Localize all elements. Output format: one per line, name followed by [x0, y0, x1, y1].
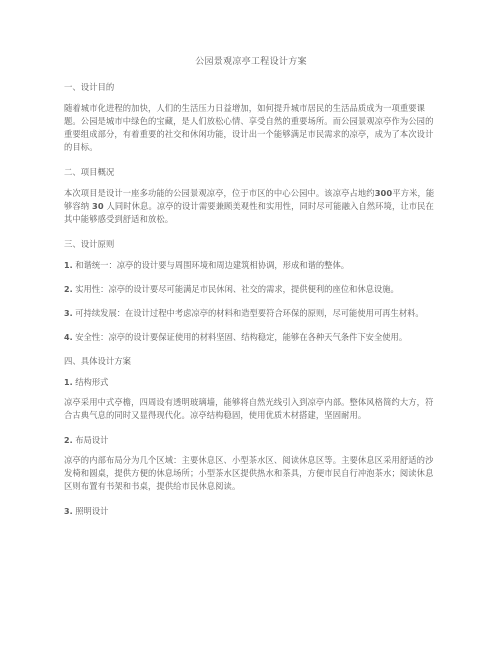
overview-area-number: 300	[374, 188, 393, 198]
overview-capacity-number: 30	[91, 201, 104, 211]
principle-text: 和谐统一：凉亭的设计要与周围环境和周边建筑相协调，形成和谐的整体。	[75, 260, 350, 270]
section-heading-principles: 三、设计原则	[64, 239, 115, 249]
subsection-title: 照明设计	[75, 506, 109, 516]
structure-paragraph: 凉亭采用中式亭檐，四周设有透明玻璃墙，能够将自然光线引入到凉亭内部。整体风格简约大方，符合古典气息的同时又显得现代化。凉亭结构稳固，使用优质木材搭建，坚固耐用。	[64, 397, 434, 420]
subsection-title: 结构形式	[75, 377, 109, 387]
principle-item	[64, 307, 438, 320]
principle-text: 实用性：凉亭的设计要尽可能满足市民休闲、社交的需求，提供便利的座位和休息设施。	[75, 284, 399, 294]
layout-paragraph: 凉亭的内部布局分为几个区域：主要休息区、小型茶水区、阅读休息区等。主要休息区采用舒适的沙发椅和圆桌，提供方便的休息场所；小型茶水区提供热水和茶具，方便市民自行冲泡茶水；阅读休息区则布置有书架和书桌，提供给市民休息阅读。	[64, 455, 434, 491]
subsection-heading-structure	[64, 376, 438, 389]
principle-number: 4.	[64, 333, 73, 342]
overview-paragraph	[64, 187, 438, 226]
subsection-title: 布局设计	[75, 435, 109, 445]
overview-text-b: 平方米，能够容纳	[64, 188, 435, 211]
subsection-number: 1.	[64, 378, 73, 387]
overview-text-a: 本次项目是设计一座多功能的公园景观凉亭，位于市区的中心公园中。该凉亭占地约	[64, 188, 375, 198]
principle-item	[64, 331, 438, 344]
principle-item	[64, 283, 438, 296]
subsection-number: 2.	[64, 436, 73, 445]
principle-number: 2.	[64, 285, 73, 294]
subsection-heading-layout	[64, 434, 438, 447]
document-title: 公园景观凉亭工程设计方案	[195, 57, 307, 67]
section-heading-purpose: 一、设计目的	[64, 82, 115, 92]
principle-number: 1.	[64, 261, 73, 270]
overview-text-c: 人同时休息。凉亭的设计需要兼顾美观性和实用性，同时尽可能融入自然环境，让市民在其中能够感受到舒适和放松。	[64, 201, 434, 224]
purpose-paragraph: 随着城市化进程的加快，人们的生活压力日益增加，如何提升城市居民的生活品质成为一项重要课题。公园是城市中绿色的宝藏，是人们放松心情、享受自然的重要场所。而公园景观凉亭作为公园的重要组成部分，有着重要的社交和休闲功能，设计出一个能够满足市民需求的凉亭，成为了本次设计的目标。	[64, 103, 434, 152]
principle-text: 安全性：凉亭的设计要保证使用的材料坚固、结构稳定，能够在各种天气条件下安全使用。	[75, 332, 408, 342]
subsection-heading-lighting	[64, 505, 438, 518]
section-heading-overview: 二、项目概况	[64, 167, 115, 177]
section-heading-plan: 四、具体设计方案	[64, 356, 131, 366]
subsection-number: 3.	[64, 507, 73, 516]
principle-text: 可持续发展：在设计过程中考虑凉亭的材料和造型要符合环保的原则，尽可能使用可再生材料。	[75, 308, 424, 318]
principle-number: 3.	[64, 309, 73, 318]
principle-item	[64, 259, 438, 272]
